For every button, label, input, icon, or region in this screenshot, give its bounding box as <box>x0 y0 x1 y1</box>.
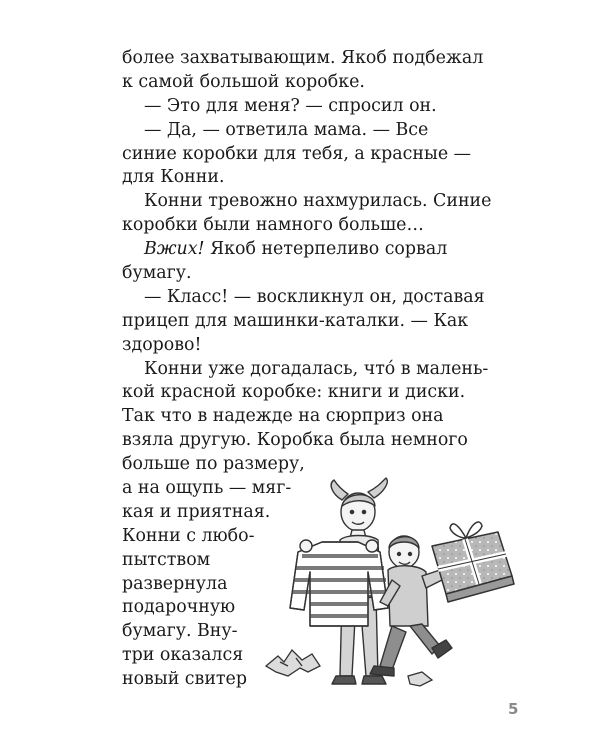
text-line-6: для Конни. <box>122 167 225 188</box>
text-line-9-rest: Якоб нетерпеливо сорвал <box>204 239 448 260</box>
text-line-8: коробки были намного больше… <box>122 215 424 236</box>
gift-box <box>432 522 514 602</box>
text-line-7: Конни тревожно нахмурилась. Синие <box>144 191 492 212</box>
text-line-14: Конни уже догадалась, что́ в малень- <box>144 358 489 379</box>
text-line-21: Конни с любо- <box>122 525 255 546</box>
text-line-24: подарочную <box>122 597 236 618</box>
text-line-10: бумагу. <box>122 263 192 284</box>
text-line-27: новый свитер <box>122 669 247 690</box>
page-number: 5 <box>508 700 519 718</box>
text-line-16: Так что в надежде на сюрприз она <box>122 406 444 427</box>
text-line-20: кая и приятная. <box>122 501 271 522</box>
text-line-19: а на ощупь — мяг- <box>122 478 292 499</box>
text-line-15: кой красной коробке: книги и диски. <box>122 382 466 403</box>
text-line-3: — Это для меня? — спросил он. <box>144 95 437 116</box>
illustration-kids-gifts <box>262 476 526 706</box>
text-line-1: более захватывающим. Якоб подбежал <box>122 48 484 68</box>
text-line-9 <box>122 238 502 262</box>
text-line-13: здорово! <box>122 334 202 355</box>
onomatopoeia: Вжих! <box>144 239 205 260</box>
text-line-18: больше по размеру, <box>122 454 305 475</box>
text-line-12: прицеп для машинки-каталки. — Как <box>122 310 469 331</box>
text-line-4: — Да, — ответила мама. — Все <box>144 119 429 140</box>
text-line-17: взяла другую. Коробка была немного <box>122 430 468 451</box>
text-line-23: развернула <box>122 573 228 594</box>
text-line-22: пытством <box>122 549 211 570</box>
text-line-5: синие коробки для тебя, а красные — <box>122 143 472 164</box>
text-line-25: бумагу. Вну- <box>122 621 238 642</box>
text-line-2: к самой большой коробке. <box>122 71 365 92</box>
text-line-11: — Класс! — воскликнул он, доставая <box>144 286 485 307</box>
text-line-26: три оказался <box>122 645 244 666</box>
